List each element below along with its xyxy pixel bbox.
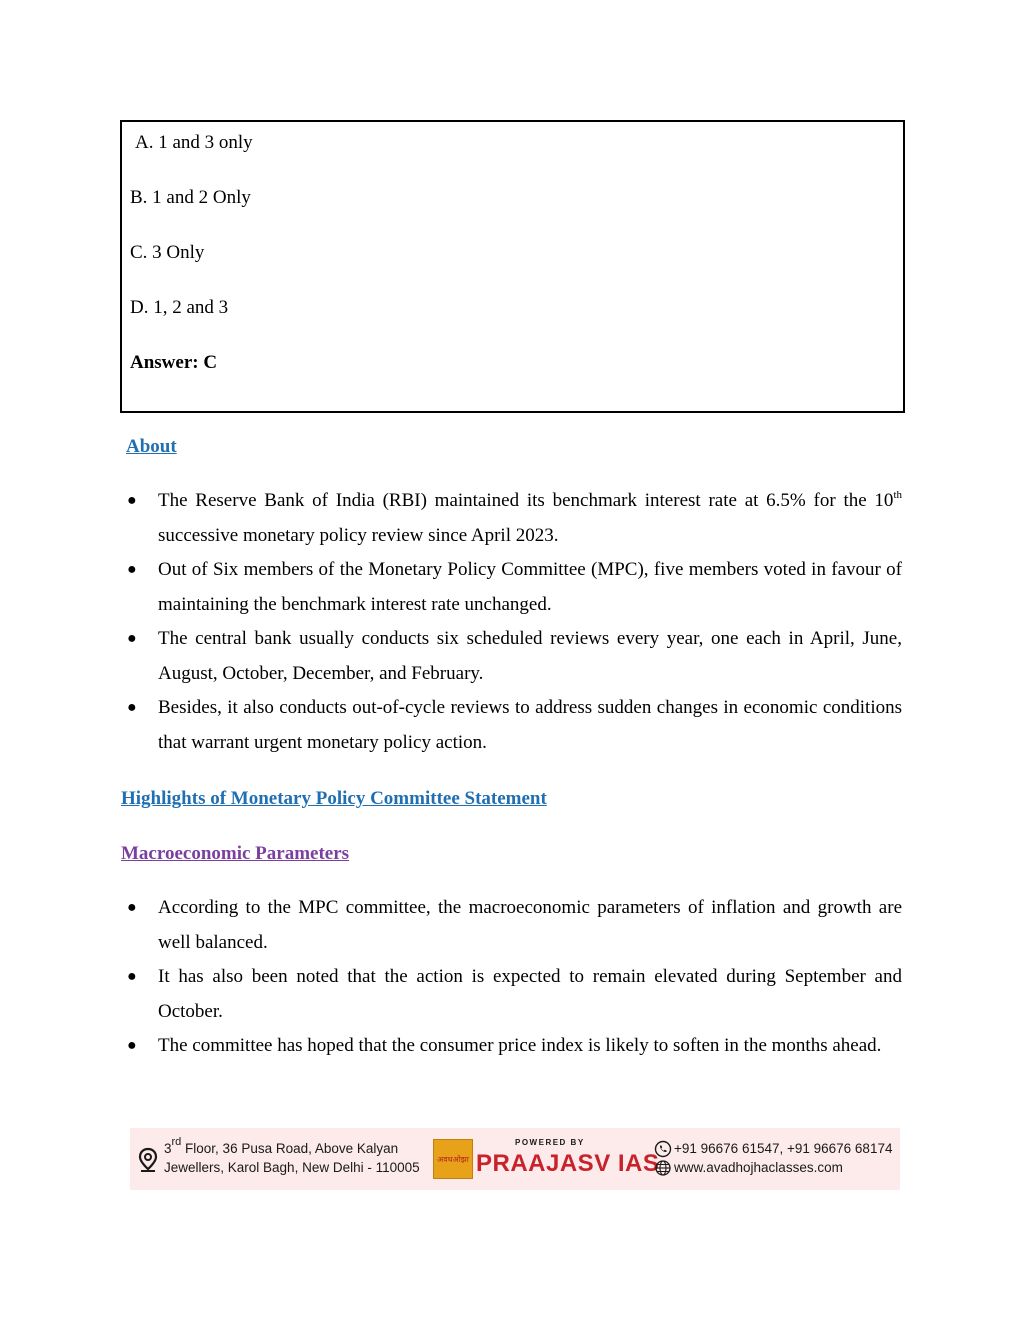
list-item: ● The committee has hoped that the consumer price index is likely to soften in the months ahead.: [120, 1029, 902, 1064]
brand-name: PRAAJASV IAS: [476, 1150, 660, 1177]
avadh-ojha-logo: अवधओझा: [433, 1139, 473, 1179]
footer-contact: [654, 1139, 892, 1177]
phone-numbers[interactable]: +91 96676 61547, +91 96676 68174: [674, 1141, 893, 1156]
footer-address: 3rd Floor, 36 Pusa Road, Above Kalyan Jewellers, Karol Bagh, New Delhi - 110005: [164, 1136, 420, 1175]
about-bullet-list: [120, 484, 902, 760]
list-item: ● Besides, it also conducts out-of-cycle reviews to address sudden changes in economic conditions that warrant urgent monetary policy action.: [120, 691, 902, 760]
bullet-icon: ●: [127, 699, 137, 716]
macro-heading-link[interactable]: Macroeconomic Parameters: [121, 843, 350, 864]
phone-icon: [654, 1140, 672, 1158]
macro-bullet-list: [120, 891, 902, 1064]
option-c: C. 3 Only: [130, 242, 205, 263]
bullet-icon: ●: [127, 561, 137, 578]
about-heading-link[interactable]: About: [126, 436, 177, 457]
globe-icon: [654, 1159, 672, 1177]
bullet-icon: ●: [127, 899, 137, 916]
footer-banner: [130, 1128, 900, 1190]
bullet-icon: ●: [127, 1037, 137, 1054]
location-pin-icon: [137, 1147, 159, 1173]
website-link[interactable]: www.avadhojhaclasses.com: [674, 1160, 843, 1175]
list-item: ● It has also been noted that the action is expected to remain elevated during September and October.: [120, 960, 902, 1029]
bullet-icon: ●: [127, 630, 137, 647]
list-item: ● According to the MPC committee, the macroeconomic parameters of inflation and growth are well balanced.: [120, 891, 902, 960]
highlights-heading-link[interactable]: Highlights of Monetary Policy Committee Statement: [121, 788, 547, 809]
option-a: A. 1 and 3 only: [135, 132, 253, 153]
list-item: ● The central bank usually conducts six scheduled reviews every year, one each in April, June, August, October, December, and February.: [120, 622, 902, 691]
list-item: ● The Reserve Bank of India (RBI) maintained its benchmark interest rate at 6.5% for the 10th successive monetary policy review since April 2023.: [120, 484, 902, 553]
option-b: B. 1 and 2 Only: [130, 187, 251, 208]
option-d: D. 1, 2 and 3: [130, 297, 229, 318]
list-item: ● Out of Six members of the Monetary Policy Committee (MPC), five members voted in favour of maintaining the benchmark interest rate unchanged.: [120, 553, 902, 622]
bullet-icon: ●: [127, 492, 137, 509]
answer-options-box: [120, 120, 905, 413]
answer-text: Answer: C: [130, 352, 218, 373]
bullet-icon: ●: [127, 968, 137, 985]
powered-by-label: POWERED BY: [515, 1138, 585, 1147]
